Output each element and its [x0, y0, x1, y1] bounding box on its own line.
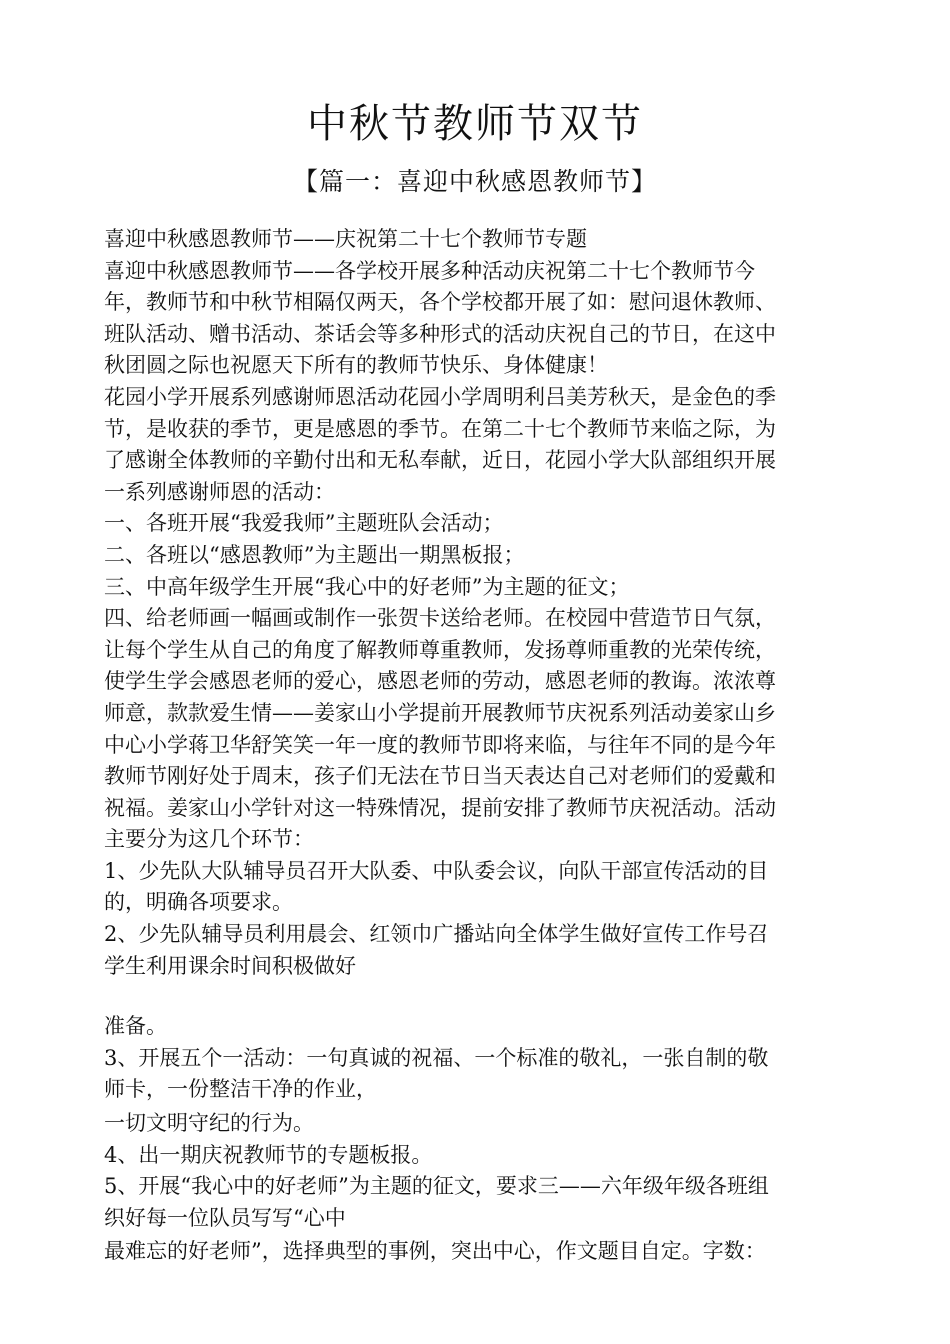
- text-line: 学生利用课余时间积极做好: [104, 953, 356, 978]
- text-line: 喜迎中秋感恩教师节——庆祝第二十七个教师节专题: [104, 227, 587, 251]
- text-line: 2、少先队辅导员利用晨会、红领巾广播站向全体学生做好宣传工作号召: [104, 922, 769, 947]
- text-line: 一系列感谢师恩的活动：: [104, 479, 335, 504]
- paragraph-block: [104, 1011, 864, 1106]
- text-line: 了感谢全体教师的辛勤付出和无私奉献，近日，花园小学大队部组织开展: [104, 448, 776, 473]
- text-line: 4、出一期庆祝教师节的专题板报。: [104, 1142, 433, 1167]
- paragraph-block: [104, 224, 864, 982]
- text-line: 准备。: [104, 1014, 167, 1039]
- text-line: 师卡，一份整洁干净的作业，: [104, 1077, 377, 1102]
- paragraph-block: [104, 1236, 864, 1268]
- text-line: 5、开展“我心中的好老师”为主题的征文，要求三——六年级年级各班组: [104, 1174, 769, 1199]
- text-line: 让每个学生从自己的角度了解教师尊重教师，发扬尊师重教的光荣传统，: [104, 637, 776, 662]
- text-line: 喜迎中秋感恩教师节——各学校开展多种活动庆祝第二十七个教师节今: [104, 258, 755, 283]
- text-line: 三、中高年级学生开展“我心中的好老师”为主题的征文；: [104, 574, 630, 599]
- text-line: 1、少先队大队辅导员召开大队委、中队委会议，向队干部宣传活动的目: [104, 858, 769, 883]
- page-title: 中秋节教师节双节: [307, 101, 643, 147]
- text-line: 秋团圆之际也祝愿天下所有的教师节快乐、身体健康！: [104, 353, 608, 378]
- spacer: [104, 982, 864, 1011]
- paragraph-block: [104, 1108, 864, 1234]
- text-line: 织好每一位队员写写“心中: [104, 1205, 346, 1230]
- text-line: 四、给老师画一幅画或制作一张贺卡送给老师。在校园中营造节日气氛，: [104, 606, 776, 631]
- document-body: [104, 224, 864, 1268]
- text-line: 祝福。姜家山小学针对这一特殊情况，提前安排了教师节庆祝活动。活动: [104, 795, 776, 820]
- section-heading: 【篇一：喜迎中秋感恩教师节】: [292, 167, 657, 196]
- text-line: 师意，款款爱生情——姜家山小学提前开展教师节庆祝系列活动姜家山乡: [104, 700, 776, 725]
- text-line: 节，是收获的季节，更是感恩的季节。在第二十七个教师节来临之际，为: [104, 416, 776, 441]
- text-line: 二、各班以“感恩教师”为主题出一期黑板报；: [104, 542, 525, 567]
- text-line: 班队活动、赠书活动、茶话会等多种形式的活动庆祝自己的节日，在这中: [104, 321, 776, 346]
- text-line: 主要分为这几个环节：: [104, 827, 314, 852]
- text-line: 最难忘的好老师”，选择典型的事例，突出中心，作文题目自定。字数：: [104, 1239, 766, 1264]
- text-line: 花园小学开展系列感谢师恩活动花园小学周明利吕美芳秋天，是金色的季: [104, 384, 776, 409]
- text-line: 一切文明守纪的行为。: [104, 1111, 314, 1136]
- text-line: 使学生学会感恩老师的爱心，感恩老师的劳动，感恩老师的教诲。浓浓尊: [104, 669, 776, 694]
- text-line: 中心小学蒋卫华舒笑笑一年一度的教师节即将来临，与往年不同的是今年: [104, 732, 776, 757]
- text-line: 的，明确各项要求。: [104, 890, 293, 915]
- text-line: 3、开展五个一活动：一句真诚的祝福、一个标准的敬礼，一张自制的敬: [104, 1045, 769, 1070]
- text-line: 年，教师节和中秋节相隔仅两天，各个学校都开展了如：慰问退休教师、: [104, 290, 776, 315]
- text-line: 教师节刚好处于周末，孩子们无法在节日当天表达自己对老师们的爱戴和: [104, 764, 776, 789]
- text-line: 一、各班开展“我爱我师”主题班队会活动；: [104, 511, 504, 536]
